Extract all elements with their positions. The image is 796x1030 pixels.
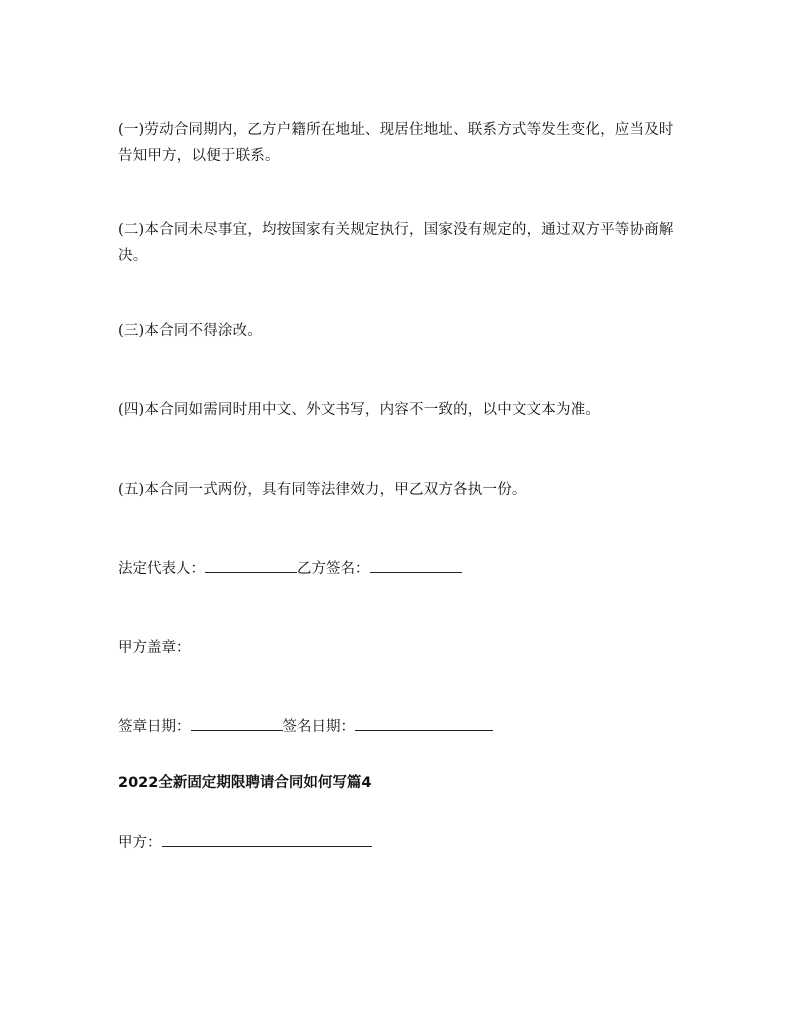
sign-date-label: 签名日期：	[282, 719, 355, 735]
signature-line-1	[118, 556, 462, 582]
clause-1: (一)劳动合同期内，乙方户籍所在地址、现居住地址、联系方式等发生变化，应当及时告知甲方，以便于联系。	[118, 122, 674, 164]
party-a-label: 甲方：	[118, 835, 162, 851]
legal-rep-blank	[205, 556, 297, 573]
party-a-seal-line	[118, 635, 191, 661]
clause-4: (四)本合同如需同时用中文、外文书写，内容不一致的，以中文文本为准。	[118, 402, 601, 418]
signature-date-line	[118, 714, 493, 740]
seal-date-blank	[191, 714, 283, 731]
party-a-line	[118, 830, 372, 856]
party-a-seal-label: 甲方盖章：	[118, 640, 191, 656]
clause-2: (二)本合同未尽事宜，均按国家有关规定执行，国家没有规定的，通过双方平等协商解决。	[118, 222, 674, 264]
clause-5: (五)本合同一式两份，具有同等法律效力，甲乙双方各执一份。	[118, 482, 527, 498]
party-b-sign-blank	[370, 556, 462, 573]
party-b-sign-label: 乙方签名：	[297, 561, 370, 577]
seal-date-label: 签章日期：	[118, 719, 191, 735]
section-heading: 2022全新固定期限聘请合同如何写篇4	[118, 775, 372, 791]
clause-3: (三)本合同不得涂改。	[118, 323, 263, 339]
party-a-blank	[162, 830, 372, 847]
sign-date-blank	[355, 714, 493, 731]
legal-rep-label: 法定代表人：	[118, 561, 205, 577]
